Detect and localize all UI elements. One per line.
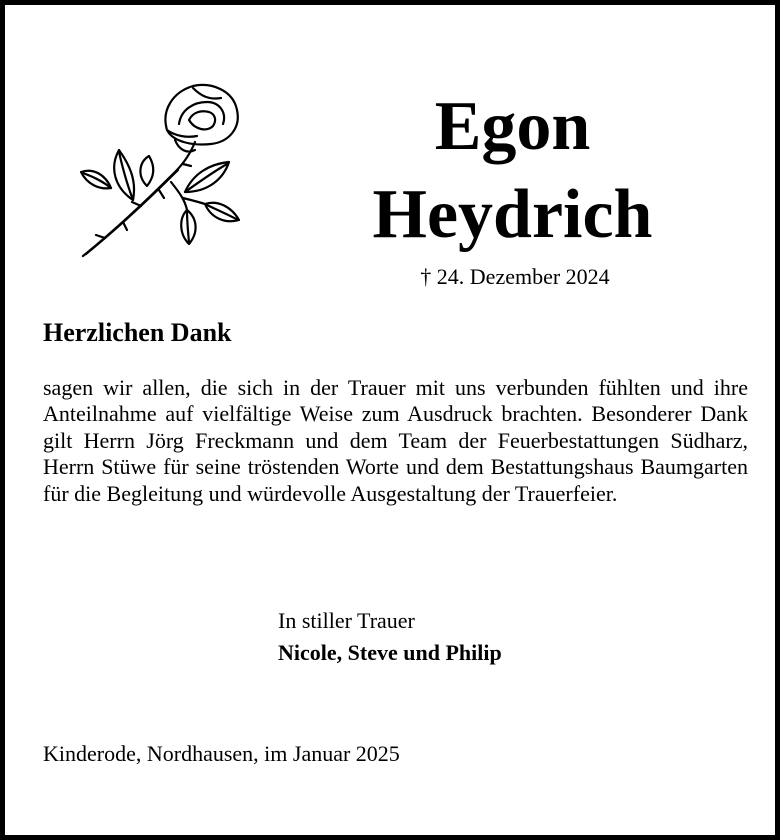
- mourners-names: Nicole, Steve und Philip: [278, 640, 502, 665]
- death-date: † 24. Dezember 2024: [420, 264, 610, 289]
- mourning-line: In stiller Trauer: [278, 608, 415, 633]
- thanks-body-text: sagen wir allen, die sich in der Trauer mit uns verbunden fühlten und ihre Anteilnahme auf vielfältige Weise zum Ausdruck brachten. Besonderer Dank gilt Herrn Jörg Freckmann und dem Team der Feuerbestattungen Südharz, Herrn Stüwe für seine tröstenden Worte und dem Bestattungshaus Baumgarten für die Begleitung und würdevolle Ausgestaltung der Trauerfeier.: [43, 375, 748, 506]
- deceased-first-name: Egon: [434, 88, 591, 165]
- place-and-date: Kinderode, Nordhausen, im Januar 2025: [43, 741, 400, 766]
- rose-icon: [75, 80, 250, 265]
- thanks-heading: Herzlichen Dank: [43, 318, 232, 347]
- deceased-last-name: Heydrich: [372, 176, 653, 253]
